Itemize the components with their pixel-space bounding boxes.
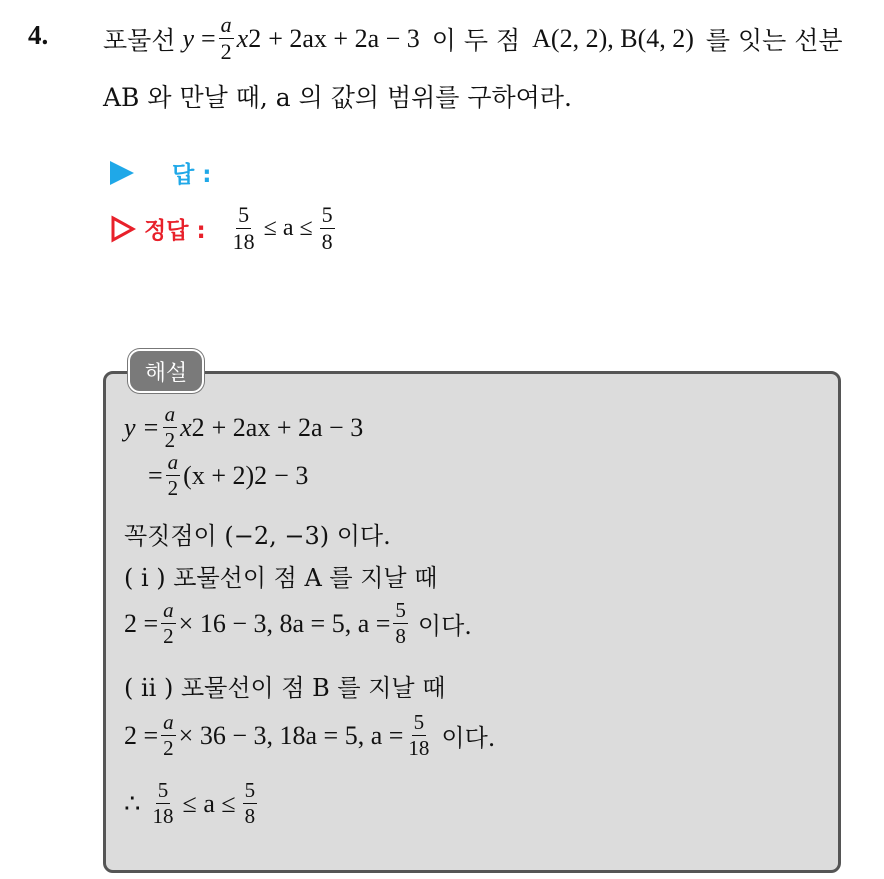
problem-mid: 이 두 점 [431, 25, 521, 55]
fraction-denominator: 2 [220, 39, 232, 64]
solution-tag: 해설 [128, 349, 204, 393]
fraction-numerator: a [163, 598, 174, 622]
problem-line-2 [103, 78, 572, 114]
solution-line-2 [148, 452, 308, 499]
fraction-denominator: 2 [167, 476, 179, 500]
play-triangle-icon [110, 161, 134, 185]
fraction-denominator: 18 [408, 736, 430, 760]
answer-row [110, 156, 211, 189]
solution-line-1 [124, 404, 363, 451]
sol-l5-fraction-1 [161, 600, 176, 647]
sol-l4-text: ( i ) 포물선이 점 A 를 지날 때 [124, 564, 438, 592]
sol-l6-text: ( ii ) 포물선이 점 B 를 지날 때 [124, 674, 446, 702]
eq-y: y [182, 23, 194, 53]
fraction-denominator: 8 [244, 804, 256, 828]
fraction-numerator: 5 [413, 710, 425, 734]
sol-l5-b: × 16 − 3, 8a = 5, a = [178, 608, 391, 638]
solution-line-4 [124, 558, 437, 593]
solution-line-6 [124, 668, 445, 703]
sol-l5-fraction-2 [393, 600, 408, 647]
fraction-numerator: 5 [395, 598, 406, 622]
problem-line-2-text: AB 와 만날 때, a 의 값의 범위를 구하여라. [103, 83, 572, 112]
sol-l8-fraction-2 [243, 780, 258, 827]
sol-l7-c: 이다. [441, 724, 496, 752]
outline-triangle-icon [110, 215, 136, 243]
sol-l7-fraction-2 [406, 712, 431, 759]
sol-l7-b: × 36 − 3, 18a = 5, a = [178, 720, 404, 750]
fraction-denominator: 18 [232, 229, 255, 254]
eq-rest: + 2ax + 2a − 3 [268, 23, 420, 53]
fraction-numerator: a [163, 710, 174, 734]
fraction-numerator: 5 [157, 778, 169, 802]
correct-fraction-2 [320, 204, 335, 253]
correct-middle: ≤ a ≤ [263, 215, 313, 241]
answer-label: 답 : [172, 162, 212, 188]
sol-l1-lhs: y = [124, 412, 160, 442]
sol-l2-tail: − 3 [274, 460, 309, 490]
fraction-numerator: 5 [321, 202, 333, 227]
therefore-symbol: ∴ [124, 788, 141, 818]
solution-line-7 [124, 712, 495, 759]
solution-line-3 [124, 516, 391, 551]
fraction-denominator: 2 [163, 736, 174, 760]
sol-l2-rest: (x + 2) [183, 460, 255, 490]
fraction-denominator: 2 [163, 624, 174, 648]
sol-l1-exponent: 2 [191, 412, 205, 442]
fraction-numerator: a [220, 12, 232, 37]
fraction-numerator: 5 [238, 202, 250, 227]
correct-answer-label: 정답 : [144, 218, 206, 244]
fraction-denominator: 8 [395, 624, 406, 648]
problem-suffix: 를 잇는 선분 [705, 25, 843, 55]
sol-l2-fraction [166, 452, 181, 499]
sol-l5-c: 이다. [417, 612, 472, 640]
solution-line-5 [124, 600, 472, 647]
question-number: 4. [28, 20, 49, 50]
eq-exponent: 2 [248, 23, 262, 53]
problem-prefix: 포물선 [103, 25, 176, 55]
eq-equals: = [201, 23, 216, 53]
fraction-denominator: 8 [321, 229, 333, 254]
sol-l2-exponent: 2 [254, 460, 268, 490]
sol-l5-a: 2 = [124, 608, 159, 638]
sol-l1-rest: + 2ax + 2a − 3 [211, 412, 364, 442]
fraction-numerator: a [167, 450, 179, 474]
problem-fraction [219, 14, 234, 63]
fraction-numerator: 5 [244, 778, 256, 802]
correct-fraction-1 [231, 204, 257, 253]
fraction-denominator: 18 [152, 804, 174, 828]
sol-l7-fraction-1 [161, 712, 176, 759]
sol-l7-a: 2 = [124, 720, 159, 750]
sol-l3-text: 꼭짓점이 (−2, −3) 이다. [124, 522, 391, 550]
sol-l8-fraction-1 [151, 780, 176, 827]
sol-l2-lhs: = [148, 460, 163, 490]
correct-answer-row [110, 204, 338, 253]
solution-line-8 [124, 780, 260, 827]
eq-x: x [236, 23, 249, 53]
problem-points: A(2, 2), B(4, 2) [532, 23, 694, 53]
problem-line-1 [103, 14, 843, 63]
fraction-denominator: 2 [164, 428, 176, 452]
sol-l1-fraction [163, 404, 178, 451]
sol-l1-x: x [180, 412, 192, 442]
sol-l8-mid: ≤ a ≤ [182, 788, 236, 818]
fraction-numerator: a [164, 402, 176, 426]
